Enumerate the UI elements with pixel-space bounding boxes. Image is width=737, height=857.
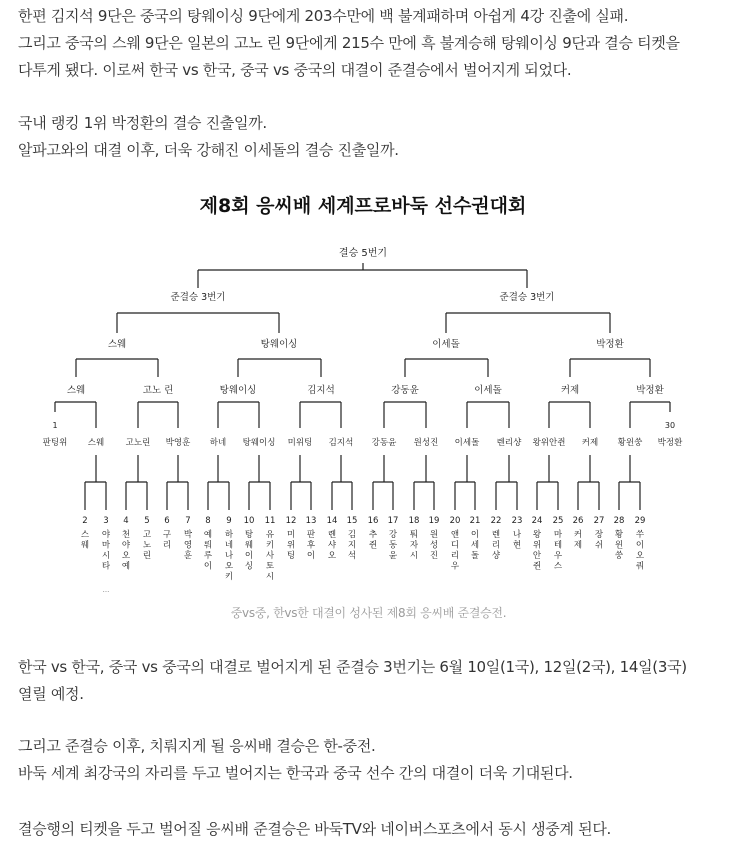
round32-name-char: 성 [429,540,439,551]
round32-name-char: 퉈 [409,530,419,540]
round32-name-char: 안 [532,551,542,561]
round16-name: 커제 [581,438,599,448]
final-label: 결승 5번기 [338,248,388,259]
round32-name-char: 디 [450,540,460,551]
tournament-bracket-image [0,180,737,600]
round32-number: 29 [634,516,646,526]
round32-name-char: 스 [80,530,90,540]
round32-name-char: 시 [409,551,419,561]
round32-name-char: 오 [635,551,645,561]
round32-name-char: 뤄 [203,540,213,551]
round32-name-char: 린 [142,551,152,561]
round16-name: 스웨 [87,438,105,448]
final-line: 그리고 준결승 이후, 치뤄지게 될 응씨배 결승은 한-중전. [18,737,376,755]
round32-number: 3 [103,516,109,526]
round32-number: 19 [428,516,440,526]
round32-name-char: 테 [553,540,563,551]
round32-name-char: 훈 [183,551,193,561]
round32-number: 14 [326,516,338,526]
round32-name-char: 위 [532,540,542,551]
round16-name: 김지석 [328,438,354,448]
quarterfinalist-name: 김지석 [307,385,335,396]
round32-number: 17 [387,516,399,526]
quarterfinalist-name: 탕웨이싱 [219,385,257,396]
round32-name-char: 예 [121,561,131,572]
round32-name-char: 오 [224,561,234,572]
round32-name-char: 쑤 [635,530,645,540]
round32-name-char: 네 [224,540,234,551]
semifinalist-name: 탕웨이싱 [260,339,298,350]
round32-name-char: 유 [265,530,275,540]
round32-name-char: 야 [121,540,131,551]
round32-name-char: 진 [429,551,439,561]
round32-name-char: 이 [306,551,316,561]
round32-name-char: 오 [327,551,337,561]
round32-number: 27 [593,516,605,526]
round32-name-char: 우 [450,561,460,572]
round32-number: 22 [490,516,502,526]
round16-name: 판팅위 [42,438,68,448]
round32-name-char: 샤 [327,540,337,551]
broadcast-paragraph [18,816,723,843]
round32-number: 21 [469,516,481,526]
question-line: 국내 랭킹 1위 박정환의 결승 진출일까. [18,114,267,132]
broadcast-line: 결승행의 티켓을 두고 벌어질 응씨배 준결승은 바둑TV와 네이버스포츠에서 동시 생중계 된다. [18,820,612,838]
round16-name: 박정환 [657,438,683,448]
round32-name-char: 왕 [532,530,542,540]
round32-number: 25 [552,516,564,526]
round16-name: 렌리샹 [496,438,522,448]
round32-number: 7 [185,516,191,526]
quarterfinalist-name: 커제 [560,385,580,396]
schedule-line: 열릴 예정. [18,685,84,703]
round32-name-char: 시 [101,551,111,561]
round32-name-char: 세 [470,540,480,551]
round32-number: 9 [226,516,232,526]
round32-name-char: 후 [306,540,316,551]
round32-name-char: 지 [347,540,357,551]
round16-name: 원성진 [413,438,439,448]
round32-name-char: 미 [286,530,296,540]
intro-line: 한편 김지석 9단은 중국의 탕웨이싱 9단에게 203수만에 백 불계패하며 아쉽게 4강 진출에 실패. [18,7,629,25]
round32-number: 6 [164,516,170,526]
round32-name-char: 렌 [491,530,501,540]
intro-paragraph [18,3,723,84]
round32-name-char: 예 [203,530,213,540]
round32-name-char: 추 [368,530,378,540]
round32-name-char: 노 [142,540,152,551]
round32-name-char: 타 [101,561,111,572]
round32-name-char: 제 [573,540,583,551]
round32-name-char: 쥔 [368,540,378,551]
round32-number: 5 [144,516,150,526]
semifinalist-name: 스웨 [107,339,127,350]
round32-name-char: 키 [224,572,234,582]
quarterfinalist-name: 강동윤 [391,385,419,396]
round32-name-char: 강 [388,530,398,540]
semifinal-label: 준결승 3번기 [170,292,226,303]
question-paragraph [18,110,723,164]
round32-name-char: 토 [265,561,275,572]
round32-name-char: 쥔 [532,561,542,572]
schedule-paragraph [18,654,723,708]
round32-name-char: 윤 [388,551,398,561]
round32-name-char: 나 [512,530,522,540]
round32-name-char: 우 [553,551,563,561]
round32-name-char: 돌 [470,551,480,561]
round16-name: 탕웨이싱 [242,438,276,448]
round32-name-char: 야 [101,530,111,540]
round32-name-char: 장 [594,530,604,540]
round32-name-char: 루 [203,551,213,561]
semifinalist-name: 박정환 [596,339,624,350]
question-line: 알파고와의 대결 이후, 더욱 강해진 이세돌의 결승 진출일까. [18,141,399,159]
image-caption: 중vs중, 한vs한 대결이 성사된 제8회 응씨배 준결승전. [230,606,507,620]
round32-number: 20 [449,516,461,526]
bracket-title: 제8회 응씨배 세계프로바둑 선수권대회 [199,195,527,217]
round32-name-char: 나 [224,551,234,561]
seed-number: 30 [664,421,676,430]
round32-name-char: 시 [265,572,275,582]
round32-number: 28 [613,516,625,526]
round32-name-char: 키 [265,540,275,551]
round32-name-char: 탕 [244,530,254,540]
round16-name: 미위팅 [287,438,313,448]
round32-name-char: 김 [347,530,357,540]
round32-name-char: 오 [121,551,131,561]
round16-name: 하네 [209,438,227,448]
round32-name-char: 이 [635,540,645,551]
quarterfinalist-name: 스웨 [66,385,86,396]
round32-name-char: 하 [224,530,234,540]
round32-name-char: 쑹 [614,551,624,561]
round32-name-char: 웨 [80,540,90,551]
round32-name-char: 원 [429,530,439,540]
round32-name-char: 샹 [491,551,501,561]
round32-name-char: 싱 [244,561,254,572]
round32-name-char: 커 [573,530,583,540]
round32-number: 15 [346,516,358,526]
round32-name-char: 천 [121,530,131,540]
round32-name-char: 박 [183,530,193,540]
round32-number: 26 [572,516,584,526]
round32-name-char: 위 [286,540,296,551]
semifinal-label: 준결승 3번기 [499,292,555,303]
round32-name-char: 리 [450,551,460,561]
quarterfinalist-name: 고노 린 [142,385,174,396]
round32-name-char: 석 [347,551,357,561]
round16-name: 고노린 [125,438,151,448]
round32-name-char: 앤 [450,530,460,540]
round32-name-char: 영 [183,540,193,551]
round32-name-char: 리 [162,540,172,551]
round32-name-char: 롄 [327,530,337,540]
round32-number: 18 [408,516,420,526]
round32-number: 23 [511,516,523,526]
final-line: 바둑 세계 최강국의 자리를 두고 벌어지는 한국과 중국 선수 간의 대결이 더욱 기대된다. [18,764,573,782]
round32-number: 16 [367,516,379,526]
round32-name-char: 동 [388,540,398,551]
round32-number: 4 [123,516,129,526]
round16-name: 박영훈 [165,438,191,448]
seed-number: 1 [52,421,58,430]
round32-name-char: 사 [265,551,275,561]
round16-name: 이세돌 [454,438,480,448]
intro-line: 그리고 중국의 스웨 9단은 일본의 고노 린 9단에게 215수 만에 흑 불계승해 탕웨이싱 9단과 결승 티켓을 [18,34,680,52]
round32-name-char: 자 [409,540,419,551]
quarterfinalist-name: 이세돌 [474,385,502,396]
round32-name-char: 현 [512,540,522,551]
semifinalist-name: 이세돌 [432,339,460,350]
round32-name-char: 쿼 [635,561,645,572]
round32-name-char: 판 [306,530,316,540]
round32-number: 12 [285,516,297,526]
round32-name-char: 윈 [614,540,624,551]
quarterfinalist-name: 박정환 [636,385,664,396]
round32-name-char: 웨 [244,540,254,551]
round32-name-char: 스 [553,561,563,572]
schedule-line: 한국 vs 한국, 중국 vs 중국의 대결로 벌어지게 된 준결승 3번기는 6월 10일(1국), 12일(2국), 14일(3국) [18,658,687,676]
round32-name-char: 고 [142,530,152,540]
round32-name-char: 구 [162,530,172,540]
round32-name-char: 팅 [286,551,296,561]
round32-name-char: 마 [553,530,563,540]
round32-number: 10 [243,516,255,526]
round32-name-char: 황 [614,530,624,540]
round32-number: 13 [305,516,317,526]
round32-number: 8 [205,516,211,526]
final-paragraph [18,733,723,787]
intro-line: 다투게 됐다. 이로써 한국 vs 한국, 중국 vs 중국의 대결이 준결승에서 벌어지게 되었다. [18,61,572,79]
round32-number: 2 [82,516,88,526]
round32-name-char: 마 [101,540,111,551]
round16-name: 강동윤 [371,438,397,448]
round32-ellipsis: ... [102,586,110,594]
round32-name-char: 리 [491,540,501,551]
round16-name: 왕위안쥔 [532,438,566,448]
round32-name-char: 이 [203,561,213,572]
round32-name-char: 이 [244,551,254,561]
round32-name-char: 이 [470,530,480,540]
round32-number: 24 [531,516,543,526]
round16-name: 황윈쑹 [617,438,643,448]
round32-name-char: 쉬 [594,540,604,551]
round32-number: 11 [264,516,276,526]
